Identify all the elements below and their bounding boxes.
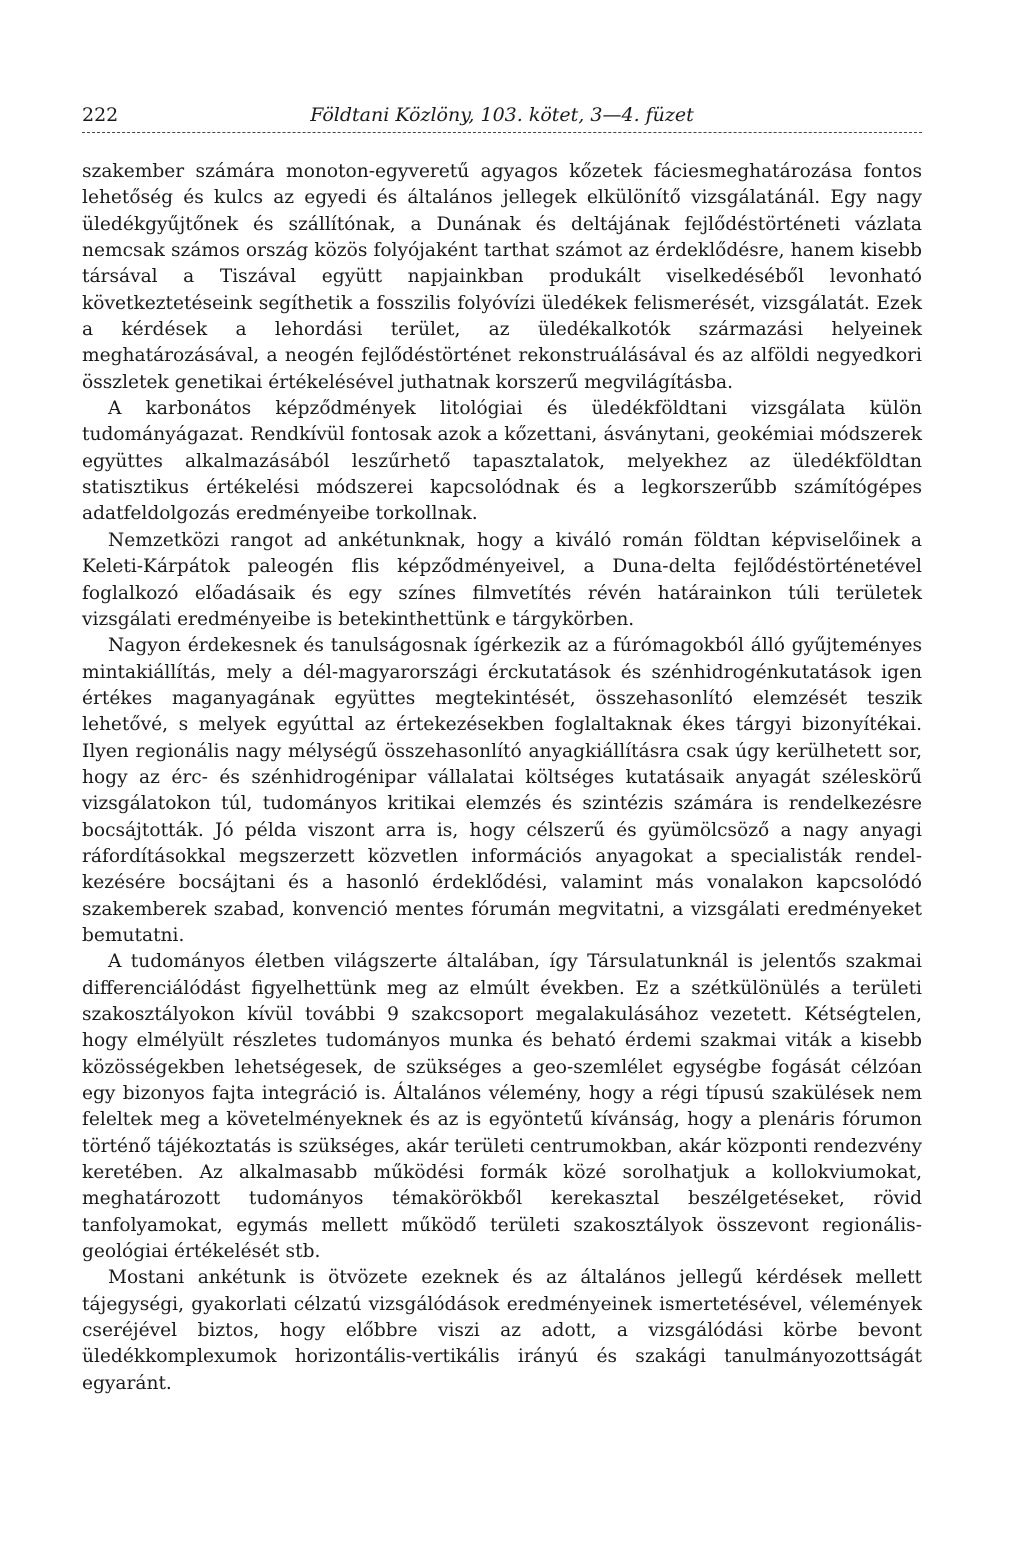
paragraph: A tudományos életben világszerte általában, így Társulatunknál is jelentős szakmai differenciálódást figyelhettünk meg az elmúlt években. Ez a szétkülönülés a területi szakosztályokon kívül további 9 szakcsoport megalakulásához vezetett. Kétségtelen, hogy elmélyült részletes tudományos munka és beható érdemi szakmai viták a kisebb közösségekben lehetségesek, de szükséges a geo-szemlélet egységbe fogását célzóan egy bizonyos fajta integráció is. Általános vélemény, hogy a régi típusú szakülések nem feleltek meg a követelményeknek és az is egyöntetű kívánság, hogy a plenáris fórumon történő tájékoztatás is szükséges, akár területi centrumokban, akár központi rendezvény keretében. Az alkalmasabb működési formák közé sorolhatjuk a kollokviumokat, meghatározott tudományos témakörökből kerekasztal beszélgetéseket, rövid tanfolyamokat, egymás mellett működő területi szakosztályok összevont regionális-geológiai értékelését stb. bbox=[82, 951, 922, 1263]
journal-title: Földtani Közlöny, 103. kötet, 3—4. füzet bbox=[310, 104, 694, 126]
paragraph: szakember számára monoton-egyveretű agyagos kőzetek fáciesmeghatározása fontos lehetőség és kulcs az egyedi és általános jellegek elkülönítő vizsgálatánál. Egy nagy üledékgyűjtőnek és szállítónak, a Dunának és deltájának fejlődéstörténeti vázlata nemcsak számos ország közös folyójaként tarthat számot az érdeklődésre, hanem kisebb társával a Tiszával együtt napjainkban produkált viselkedéséből levonható következtetéseink segíthetik a fosszilis folyóvízi üledékek felismerését, vizsgálatát. Ezek a kérdések a lehordási terület, az üledékalkotók származási helyeinek meghatározásával, a neogén fejlődéstörténet rekonstruálásával és az alföldi negyedkori összletek genetikai értékelésével juthatnak korszerű megvilágításba. bbox=[82, 161, 922, 393]
paragraph: A karbonátos képződmények litológiai és üledékföldtani vizsgálata külön tudományágazat. Rendkívül fontosak azok a kőzettani, ásványtani, geokémiai módszerek együttes alkalmazásából leszűrhető tapasztalatok, melyekhez az üledékföldtan statisztikus értékelési módszerei kapcsolódnak és a legkorszerűbb számítógépes adatfeldolgozás eredményeibe torkollnak. bbox=[82, 398, 922, 525]
paragraph: Mostani ankétunk is ötvözete ezeknek és az általános jellegű kérdések mellett tájegységi, gyakorlati célzatú vizsgálódások eredményeinek ismertetésével, vélemények cseréjével biztos, hogy előbbre viszi az adott, a vizsgálódási körbe bevont üledékkomplexumok horizontális-vertikális irányú és szakági tanulmányozottságát egyaránt. bbox=[82, 1267, 922, 1394]
paragraph: Nagyon érdekesnek és tanulságosnak ígérkezik az a fúrómagokból álló gyűjteményes mintakiállítás, mely a dél-magyarországi érckutatások és szénhidrogénkutatások igen értékes maganyagának együttes megtekintését, összehasonlító elemzését teszik lehetővé, s melyek egyúttal az értekezésekben foglaltaknak ékes tárgyi bizonyítékai. Ilyen regionális nagy mélységű összehasonlító anyagkiállításra csak úgy kerülhetett sor, hogy az érc- és szénhidrogénipar vállalatai költséges kutatásaik anyagát széleskörű vizsgálatokon túl, tudományos kritikai elemzés és szintézis számára is rendelkezésre bocsájtották. Jó példa viszont arra is, hogy célszerű és gyümölcsöző a nagy anyagi ráfordításokkal megszerzett közvetlen információs anyagokat a specialisták rendelkezésére bocsájtani és a hasonló érdeklődési, valamint más vonalakon kapcsolódó szakemberek szabad, konvenció mentes fórumán megvitatni, a vizsgálati eredményeket bemutatni. bbox=[82, 635, 922, 946]
article-body bbox=[82, 159, 922, 1397]
running-header bbox=[82, 100, 922, 133]
document-page bbox=[82, 100, 922, 1397]
page-number: 222 bbox=[82, 104, 119, 126]
paragraph: Nemzetközi rangot ad ankétunknak, hogy a kiváló román földtan képviselőinek a Keleti-Kárpátok paleogén flis képződményeivel, a Duna-delta fejlődéstörténetével foglalkozó előadásaik és egy színes filmvetítés révén határainkon túli területek vizsgálati eredményeibe is betekinthettünk e tárgykörben. bbox=[82, 529, 922, 630]
